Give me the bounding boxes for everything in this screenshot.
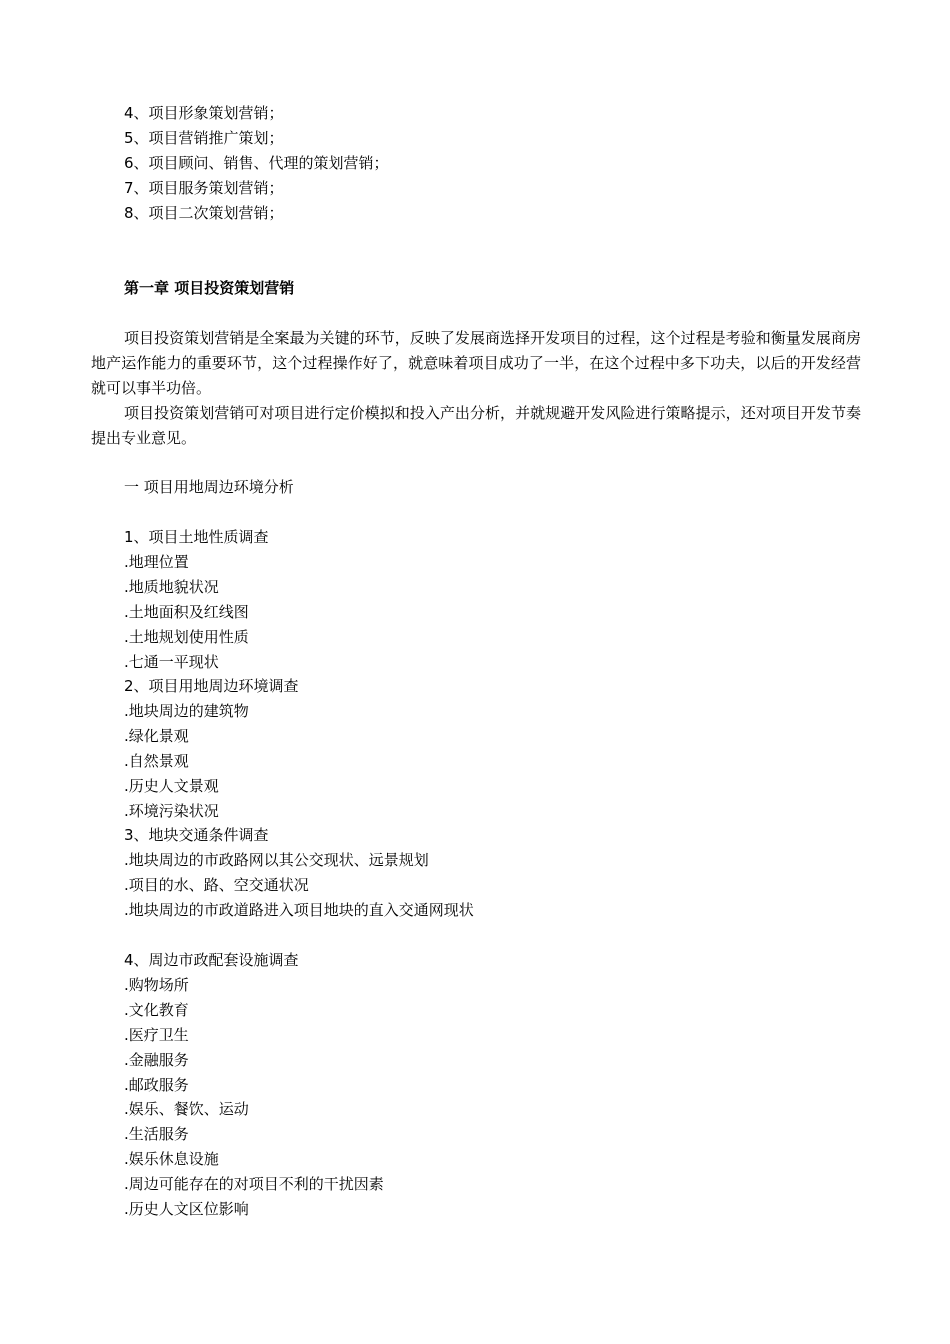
list-item: .邮政服务 <box>124 1076 189 1094</box>
list-item: .环境污染状况 <box>124 802 219 820</box>
group-title: 4、周边市政配套设施调查 <box>124 951 299 969</box>
list-item: .购物场所 <box>124 976 189 994</box>
list-item: .周边可能存在的对项目不利的干扰因素 <box>124 1175 384 1193</box>
body-paragraph: 项目投资策划营销可对项目进行定价模拟和投入产出分析，并就规避开发风险进行策略提示，还对项目开发节奏提出专业意见。 <box>91 404 861 447</box>
list-item: .绿化景观 <box>124 727 189 745</box>
list-item: 4、项目形象策划营销； <box>124 104 284 122</box>
list-item: .医疗卫生 <box>124 1026 189 1044</box>
list-item: .生活服务 <box>124 1125 189 1143</box>
list-item: .娱乐、餐饮、运动 <box>124 1100 249 1118</box>
section-title: 一 项目用地周边环境分析 <box>124 478 294 496</box>
list-item: 7、项目服务策划营销； <box>124 179 284 197</box>
list-item: .地理位置 <box>124 553 189 571</box>
list-item: .历史人文区位影响 <box>124 1200 249 1218</box>
list-item: .七通一平现状 <box>124 653 219 671</box>
group-title: 1、项目土地性质调查 <box>124 528 269 546</box>
group-title: 2、项目用地周边环境调查 <box>124 677 299 695</box>
list-item: 5、项目营销推广策划； <box>124 129 284 147</box>
list-item: .项目的水、路、空交通状况 <box>124 876 309 894</box>
list-item: .地块周边的市政道路进入项目地块的直入交通网现状 <box>124 901 474 919</box>
list-item: .地块周边的建筑物 <box>124 702 249 720</box>
list-item: .金融服务 <box>124 1051 189 1069</box>
list-item: 6、项目顾问、销售、代理的策划营销； <box>124 154 389 172</box>
list-item: .地块周边的市政路网以其公交现状、远景规划 <box>124 851 429 869</box>
chapter-title: 第一章 项目投资策划营销 <box>124 279 295 297</box>
list-item: .地质地貌状况 <box>124 578 219 596</box>
group-title: 3、地块交通条件调查 <box>124 826 269 844</box>
list-item: .娱乐休息设施 <box>124 1150 219 1168</box>
list-item: .历史人文景观 <box>124 777 219 795</box>
list-item: 8、项目二次策划营销； <box>124 204 284 222</box>
list-item: .土地面积及红线图 <box>124 603 249 621</box>
list-item: .自然景观 <box>124 752 189 770</box>
list-item: .土地规划使用性质 <box>124 628 249 646</box>
list-item: .文化教育 <box>124 1001 189 1019</box>
body-paragraph: 项目投资策划营销是全案最为关键的环节，反映了发展商选择开发项目的过程，这个过程是考验和衡量发展商房地产运作能力的重要环节，这个过程操作好了，就意味着项目成功了一半，在这个过程中多下功夫，以后的开发经营就可以事半功倍。 <box>91 329 861 397</box>
